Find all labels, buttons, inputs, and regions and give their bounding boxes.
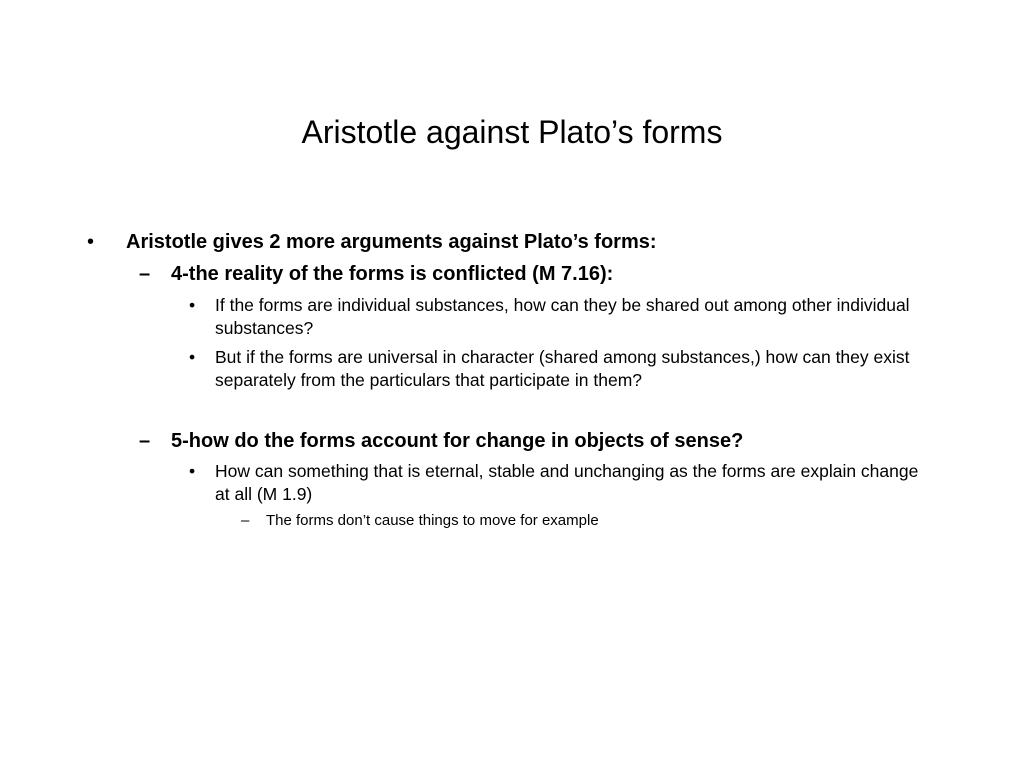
- bullet-universal-character: [189, 346, 924, 392]
- subpoint-reality-of-forms: [139, 261, 939, 287]
- subpoint-text: 5-how do the forms account for change in objects of sense?: [171, 430, 744, 452]
- dash-marker: –: [139, 430, 151, 452]
- bullet-level1: [87, 229, 947, 255]
- bullet-individual-substances: [189, 294, 924, 340]
- bullet-marker: •: [189, 461, 196, 481]
- bullet-text: How can something that is eternal, stable and unchanging as the forms are explain change at all (M 1.9): [215, 461, 919, 504]
- slide-title: Aristotle against Plato’s forms: [301, 114, 723, 150]
- bullet-text: But if the forms are universal in character (shared among substances,) how can they exist separately from the particulars that participate in them?: [215, 347, 910, 390]
- subpoint-change-in-objects: [139, 428, 939, 454]
- dash-forms-dont-cause-motion: [241, 511, 921, 531]
- bullet-marker: •: [189, 295, 196, 315]
- dash-marker: –: [139, 263, 151, 285]
- dash-text: The forms don’t cause things to move for example: [266, 512, 599, 529]
- dash-marker: –: [241, 512, 250, 529]
- bullet-eternal-stable: [189, 460, 924, 506]
- bullet-text: If the forms are individual substances, how can they be shared out among other individual substances?: [215, 295, 910, 338]
- subpoint-text: 4-the reality of the forms is conflicted (M 7.16):: [171, 263, 614, 285]
- bullet-marker: •: [87, 231, 95, 253]
- bullet-marker: •: [189, 347, 196, 367]
- bullet-text: Aristotle gives 2 more arguments against Plato’s forms:: [126, 231, 657, 253]
